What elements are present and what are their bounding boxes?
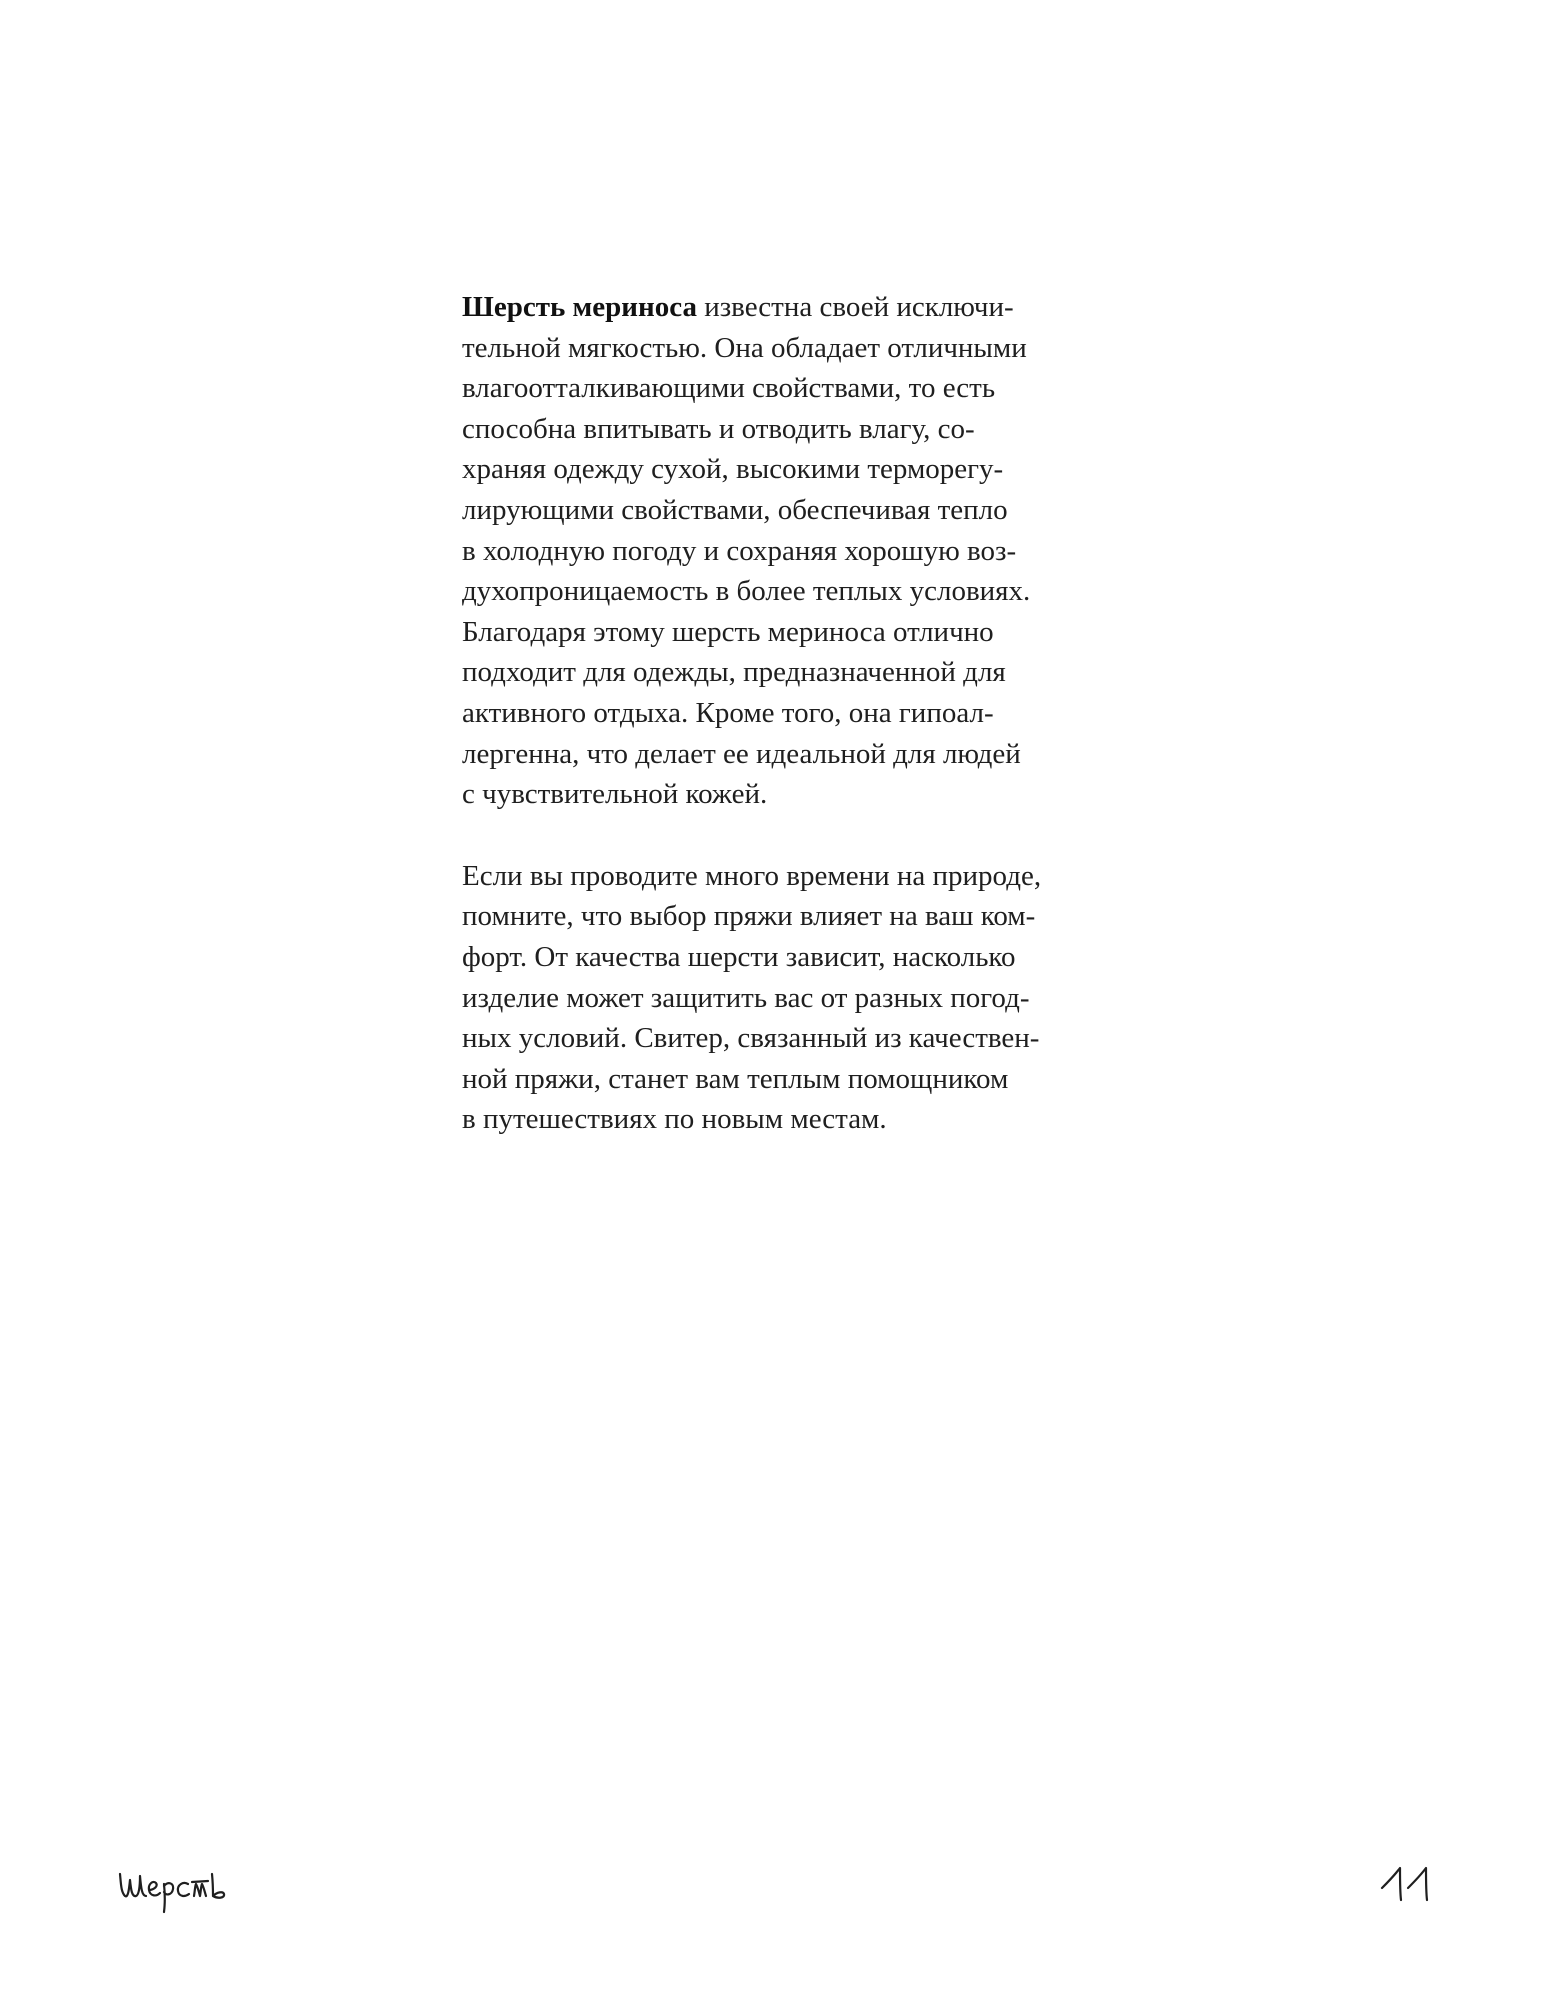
paragraph-line: форт. От качества шерсти зависит, насколько [462,940,1016,973]
paragraph-line: храняя одежду сухой, высокими терморегу- [462,453,1004,486]
paragraph-line: ной пряжи, станет вам теплым помощником [462,1062,1009,1095]
line-text: известна своей исключи- [696,291,1014,323]
body-text [462,287,1102,1140]
paragraph-line: способна впитывать и отводить влагу, со- [462,412,975,445]
paragraph-line [462,287,1102,328]
paragraph-line: изделие может защитить вас от разных погод- [462,981,1030,1014]
page-number [1380,1858,1440,1908]
paragraph-line: помните, что выбор пряжи влияет на ваш ком- [462,900,1036,933]
bold-lead-term: Шерсть мериноса [462,291,697,323]
paragraph-line: духопроницаемость в более теплых условиях. [462,575,1031,608]
paragraph-line: Если вы проводите много времени на природе, [462,859,1042,892]
footer-section-title [116,1856,266,1916]
paragraph-line: в путешествиях по новым местам. [462,1103,887,1136]
paragraph-line: подходит для одежды, предназначенной для [462,656,1006,689]
paragraph-line: тельной мягкостью. Она обладает отличными [462,331,1027,364]
paragraph-line: в холодную погоду и сохраняя хорошую воз- [462,534,1017,567]
paragraph-line: лирующими свойствами, обеспечивая тепло [462,493,1008,526]
paragraph-line: с чувствительной кожей. [462,778,768,811]
paragraph-outdoor [462,856,1102,1140]
paragraph-line: Благодаря этому шерсть мериноса отлично [462,615,994,648]
paragraph-line: влагоотталкивающими свойствами, то есть [462,372,996,405]
paragraph-line: ных условий. Свитер, связанный из качествен- [462,1022,1040,1055]
paragraph-line: активного отдыха. Кроме того, она гипоал- [462,696,994,729]
handwritten-title-glyphs [116,1856,266,1916]
paragraph-merino [462,287,1102,815]
handwritten-page-number-glyphs [1380,1858,1440,1908]
paragraph-line: лергенна, что делает ее идеальной для людей [462,737,1021,770]
